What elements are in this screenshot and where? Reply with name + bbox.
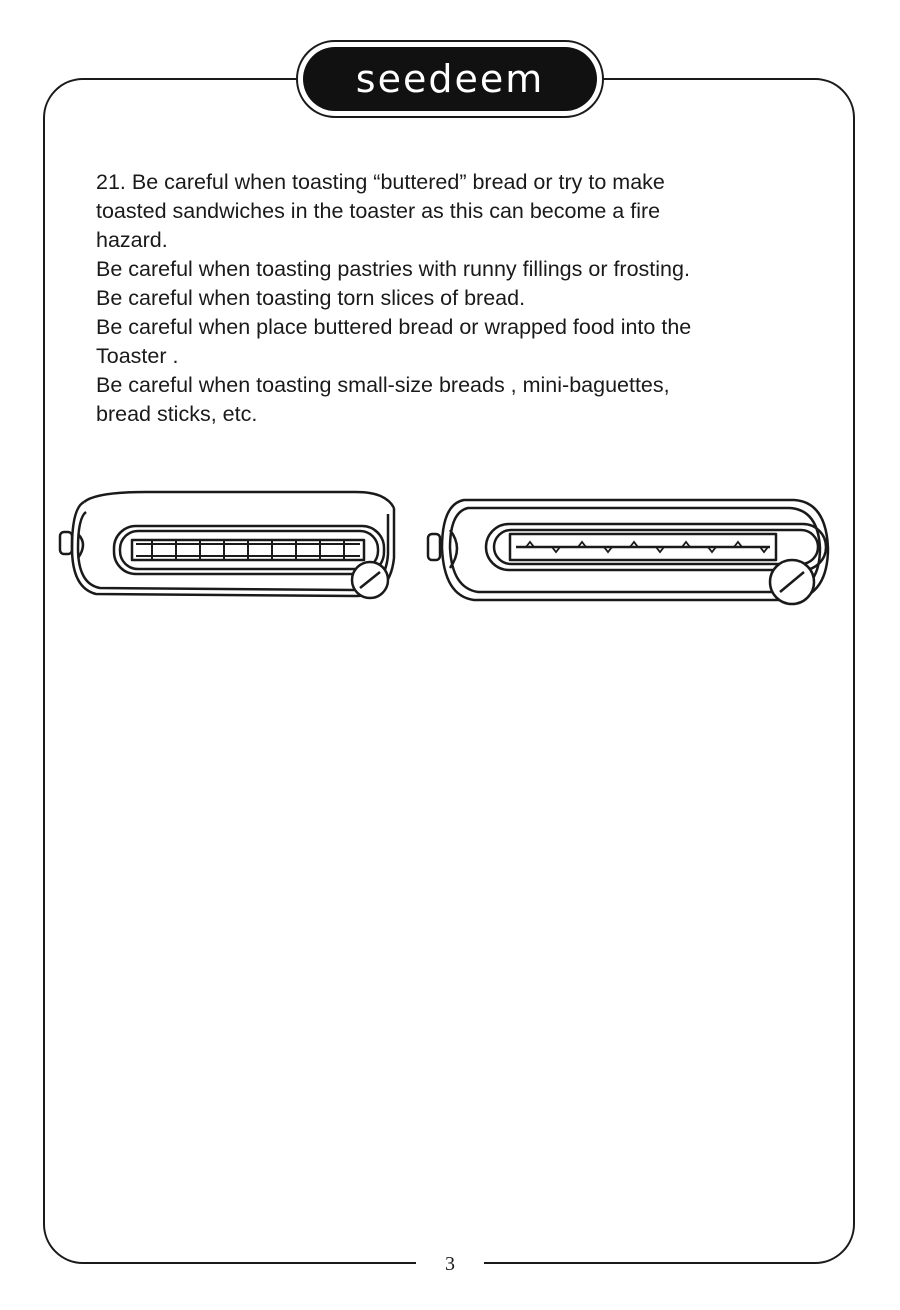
brand-logo-inner: [303, 47, 597, 111]
brand-logo-text: seedeem: [355, 57, 545, 101]
instruction-line: Be careful when toasting pastries with runny fillings or frosting.: [96, 257, 690, 281]
instruction-line: Be careful when toasting torn slices of bread.: [96, 286, 526, 310]
instruction-line: bread sticks, etc.: [96, 402, 258, 426]
instruction-line: Be careful when place buttered bread or wrapped food into the: [96, 315, 692, 339]
instruction-line: hazard.: [96, 228, 168, 252]
instruction-line: 21. Be careful when toasting “buttered” bread or try to make: [96, 170, 665, 194]
instruction-line: toasted sandwiches in the toaster as this can become a fire: [96, 199, 661, 223]
instruction-line: Be careful when toasting small-size breads , mini-baguettes,: [96, 373, 670, 397]
toaster-left-illustration: [56, 488, 402, 608]
instruction-line: Toaster .: [96, 344, 179, 368]
toaster-right-illustration: [424, 488, 840, 612]
brand-logo-badge: [296, 40, 604, 118]
page-number: 3: [445, 1252, 455, 1275]
page-number-box: [416, 1250, 484, 1278]
safety-instructions: [96, 168, 796, 429]
